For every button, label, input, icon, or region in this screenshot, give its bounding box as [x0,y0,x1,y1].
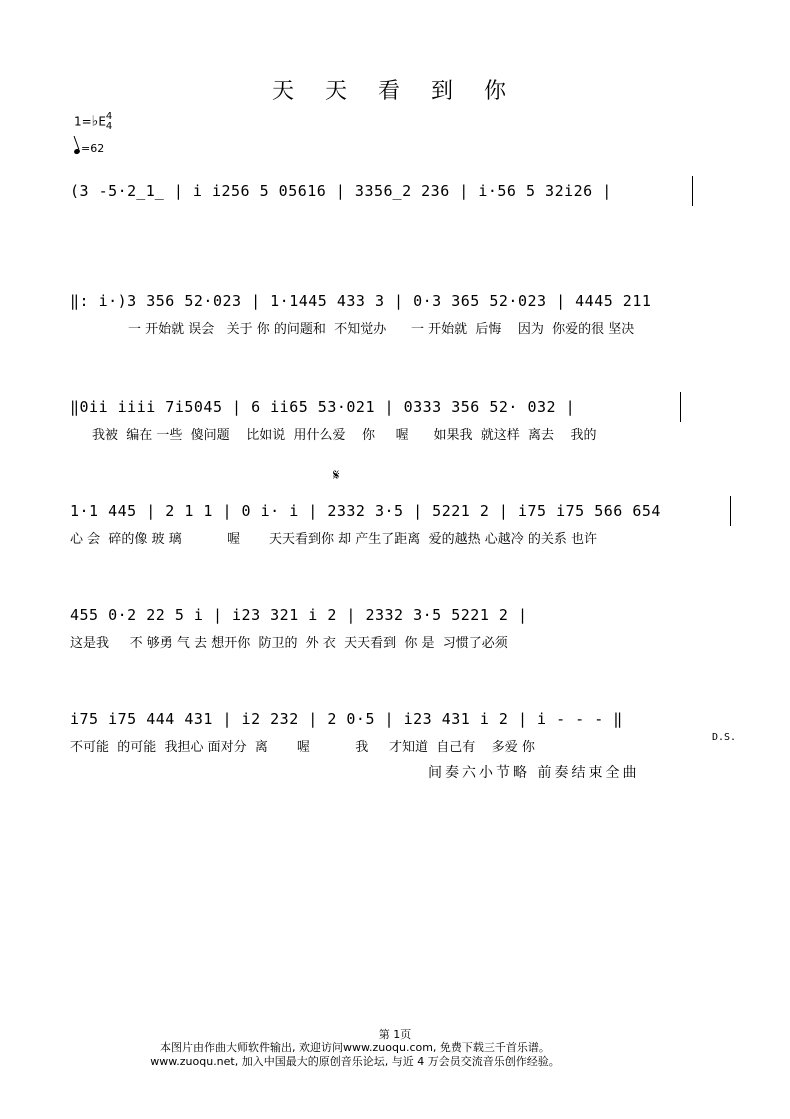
notes-row-5: 455 0·2 22 5 i | i23 321 i 2 | 2332 3·5 5221 2 | [70,606,528,624]
page-number: 第 1页 [378,1028,412,1041]
notes-row-2: ‖: i·)3 356 52·023 | 1·1445 433 3 | 0·3 365 52·023 | 4445 211 [70,292,652,310]
lyrics-row-5: 这是我 不 够勇 气 去 想开你 防卫的 外 衣 天天看到 你 是 习惯了必须 [70,636,508,651]
lyrics-row-6: 不可能 的可能 我担心 面对分 离 喔 我 才知道 自己有 多爱 你 [70,740,535,755]
footer-line-2: www.zuoqu.net, 加入中国最大的原创音乐论坛, 与近 4 万会员交流音乐创作经验。 [150,1055,560,1068]
time-bottom: 4 [105,121,113,132]
tempo-marking [74,142,104,155]
notes-row-6: i75 i75 444 431 | i2 232 | 2 0·5 | i23 431 i 2 | i - - - ‖ [70,710,623,728]
staff-row-4 [70,496,730,528]
staff-row-1 [70,176,730,208]
segno-icon: 𝄋 [333,466,340,484]
lyrics-row-3: 我被 编在 一些 傻问题 比如说 用什么爱 你 喔 如果我 就这样 离去 我的 [92,428,597,443]
song-title: 天 天 看 到 你 [272,79,518,104]
notes-row-4: 1·1 445 | 2 1 1 | 0 i· i | 2332 3·5 | 5221 2 | i75 i75 566 654 [70,502,661,520]
time-top: 4 [105,111,113,122]
key-prefix: 1= [74,114,92,129]
notes-row-3: ‖0ii iiii 7i5045 | 6 ii65 53·021 | 0333 356 52· 032 | [70,398,576,416]
time-signature [106,112,112,132]
end-barline [730,496,731,526]
staff-row-6 [70,704,730,736]
staff-row-5 [70,600,730,632]
end-barline [692,176,693,206]
flat-sign: ♭ [91,113,99,130]
key-tonic: E [98,114,106,129]
lyrics-row-4: 心 会 碎的像 玻 璃 喔 天天看到你 却 产生了距离 爱的越热 心越冷 的关系 也许 [70,532,597,547]
lyrics-row-2: 一 开始就 误会 关于 你 的问题和 不知觉办 一 开始就 后悔 因为 你爱的很 坚决 [128,322,635,337]
end-barline [680,392,681,422]
key-signature [74,112,112,132]
footer-line-1: 本图片由作曲大师软件输出, 欢迎访问www.zuoqu.com, 免费下载三千首乐谱。 [160,1041,550,1054]
interlude-note: 间奏六小节略 前奏结束全曲 [428,765,640,781]
notes-row-1: (3 -5·2̲1̲ | i i256 5 05616 | 3356̲2 236 | i·56 5 32i26 | [70,182,612,200]
tempo-value: =62 [81,142,105,155]
dal-segno-marking: D.S. [712,732,737,743]
quarter-note-icon [73,148,80,155]
staff-row-3 [70,392,730,424]
staff-row-2 [70,286,730,318]
